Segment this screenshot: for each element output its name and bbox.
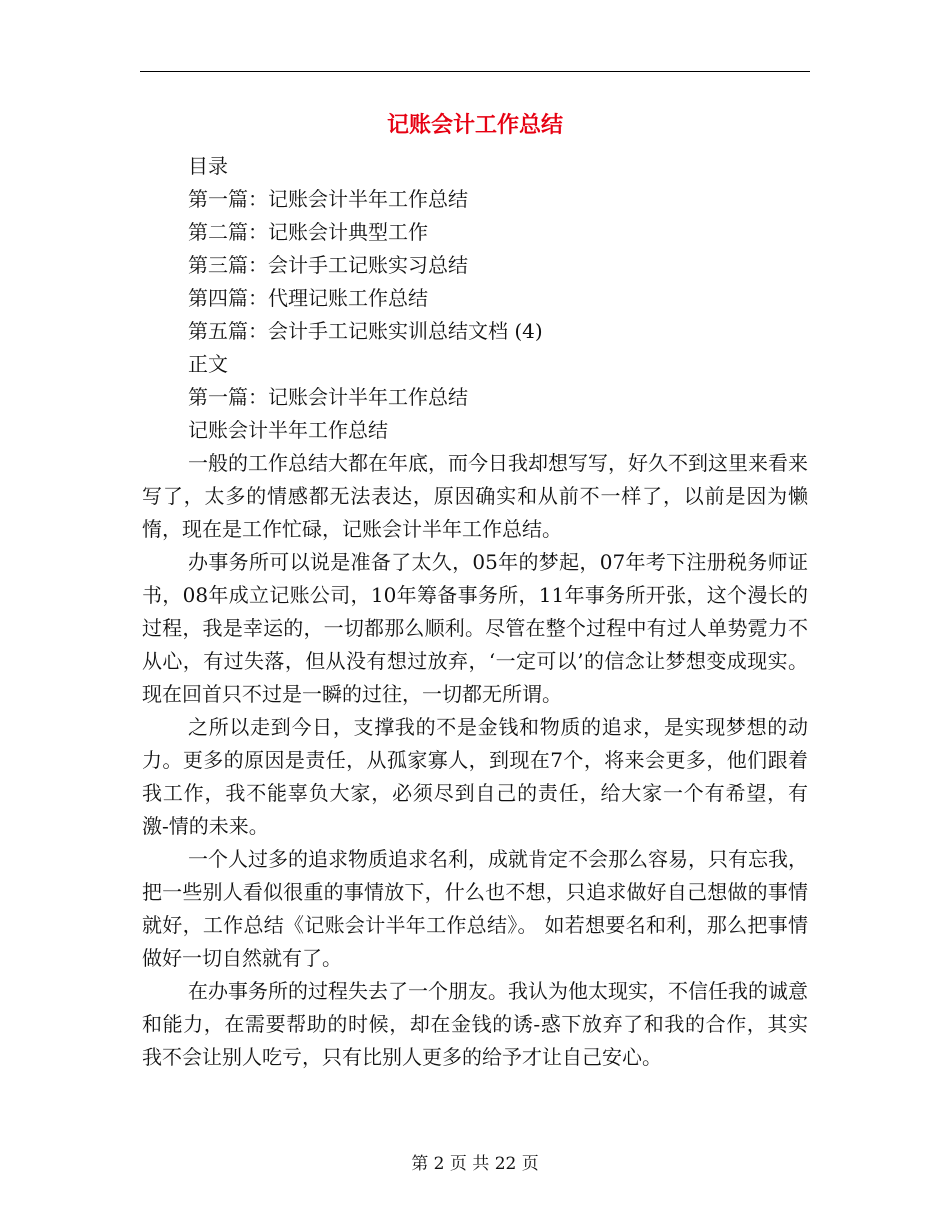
body-paragraph: 办事务所可以说是准备了太久，05年的梦起，07年考下注册税务师证书，08年成立记账公司，10年筹备事务所，11年事务所开张，这个漫长的过程，我是幸运的，一切都那么顺利。尽管在整个过程中有过人单势霓力不从心，有过失落，但从没有想过放弃，‘一定可以’的信念让梦想变成现实。现在回首只不过是一瞬的过往，一切都无所谓。 [142, 550, 808, 706]
body-paragraph: 一般的工作总结大都在年底，而今日我却想写写，好久不到这里来看来写了，太多的情感都无法表达，原因确实和从前不一样了，以前是因为懒惰，现在是工作忙碌，记账会计半年工作总结。 [142, 451, 808, 541]
document-body [142, 150, 808, 1074]
toc-item: 第四篇：代理记账工作总结 [188, 286, 428, 310]
toc-item: 第一篇：记账会计半年工作总结 [188, 187, 468, 211]
document-title: 记账会计工作总结 [386, 113, 563, 138]
toc-item: 第三篇：会计手工记账实习总结 [188, 253, 468, 277]
toc-heading: 目录 [188, 154, 228, 178]
header-rule [140, 71, 810, 72]
body-paragraph: 一个人过多的追求物质追求名利，成就肯定不会那么容易，只有忘我，把一些别人看似很重的事情放下，什么也不想，只追求做好自己想做的事情就好，工作总结《记账会计半年工作总结》。 如若想要名和利，那么把事情做好一切自然就有了。 [142, 847, 808, 970]
body-paragraph: 在办事务所的过程失去了一个朋友。我认为他太现实，不信任我的诚意和能力，在需要帮助的时候，却在金钱的诱-惑下放弃了和我的合作，其实我不会让别人吃亏，只有比别人更多的给予才让自己安心。 [142, 979, 808, 1069]
body-paragraph: 之所以走到今日，支撑我的不是金钱和物质的追求，是实现梦想的动力。更多的原因是责任，从孤家寡人，到现在7个，将来会更多，他们跟着我工作，我不能辜负大家，必须尽到自己的责任，给大家一个有希望，有激-情的未来。 [142, 715, 808, 838]
section-heading: 第一篇：记账会计半年工作总结 [188, 385, 468, 409]
section-subtitle: 记账会计半年工作总结 [188, 418, 388, 442]
toc-item: 第二篇：记账会计典型工作 [188, 220, 428, 244]
body-heading: 正文 [188, 352, 228, 376]
page-footer: 第 2 页 共 22 页 [411, 1154, 539, 1174]
toc-item: 第五篇：会计手工记账实训总结文档 (4) [188, 319, 543, 343]
